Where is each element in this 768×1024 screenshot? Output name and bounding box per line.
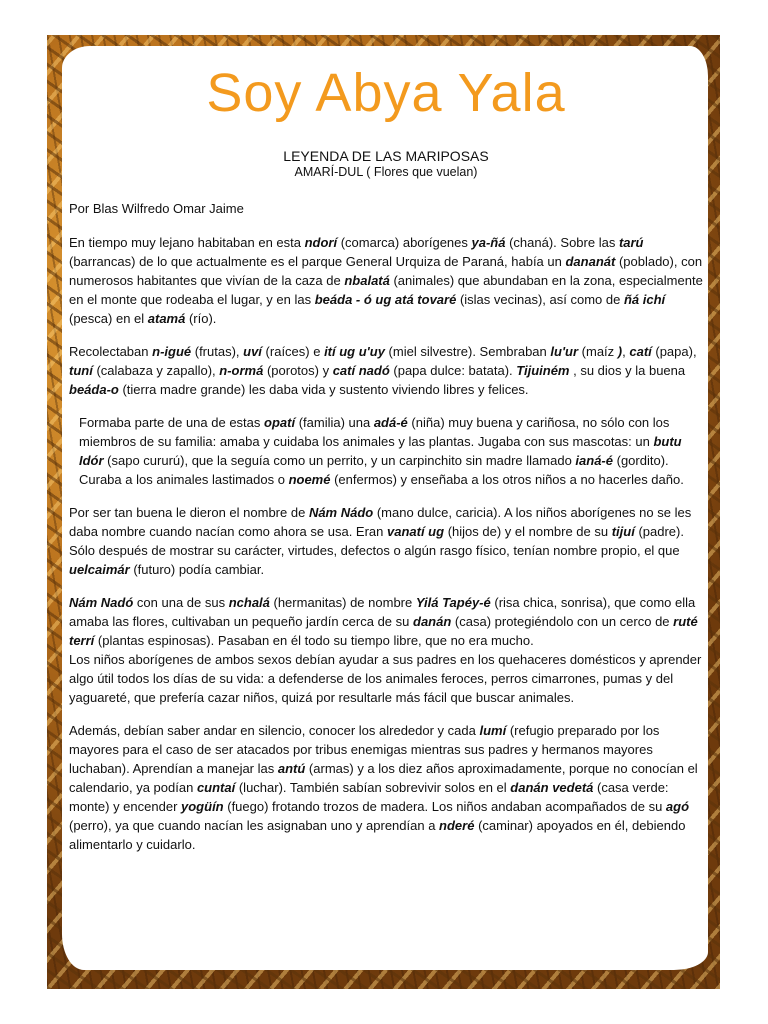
document-content — [69, 60, 703, 854]
text-run: (niña) muy buena y cariñosa, no sólo con los miembros de su familia: amaba y cuidaba los animales y las plantas. Jugaba con sus mascotas: un — [79, 415, 670, 449]
text-run: (familia) una — [295, 415, 374, 430]
body-paragraph — [69, 721, 703, 854]
native-term: antú — [277, 761, 306, 776]
native-term: nbalatá — [344, 273, 390, 288]
text-run: , — [622, 344, 630, 359]
native-term: catí nadó — [332, 363, 390, 378]
native-term: n-ormá — [219, 363, 264, 378]
native-term: noemé — [288, 472, 331, 487]
text-run: (armas) y a los diez años aproximadamente, porque no conocían el calendario, ya podían — [69, 761, 698, 795]
body-paragraph — [69, 413, 703, 489]
text-run: (sapo cururú), que la seguía como un perrito, y un carpinchito sin madre llamado — [103, 453, 576, 468]
paragraph-gap — [69, 399, 703, 413]
text-run: Además, debían saber andar en silencio, conocer los alrededor y cada — [69, 723, 480, 738]
paragraph-gap — [69, 707, 703, 721]
native-term: ianá-é — [575, 453, 613, 468]
native-term: beáda - ó ug atá tovaré — [314, 292, 457, 307]
text-run: (miel silvestre). Sembraban — [384, 344, 551, 359]
text-run: (frutas), — [191, 344, 244, 359]
paragraph-gap — [69, 579, 703, 593]
text-run: (enfermos) y enseñaba a los otros niños a no hacerles daño. — [330, 472, 684, 487]
native-term: beáda-o — [69, 382, 119, 397]
native-term: ñá ichí — [623, 292, 666, 307]
native-term: uelcaimár — [69, 562, 130, 577]
native-term: uví — [243, 344, 262, 359]
text-run: (hermanitas) de nombre — [269, 595, 416, 610]
text-run: (porotos) y — [263, 363, 333, 378]
native-term: vanatí ug — [387, 524, 445, 539]
text-run: (chaná). Sobre las — [505, 235, 619, 250]
text-run: (fuego) frotando trozos de madera. Los niños andaban acompañados de su — [223, 799, 666, 814]
legend-title: LEYENDA DE LAS MARIPOSAS — [283, 148, 489, 164]
author-byline: Por Blas Wilfredo Omar Jaime — [69, 201, 244, 216]
paragraph-gap — [69, 328, 703, 342]
text-run: Recolectaban — [69, 344, 153, 359]
text-run: (raíces) e — [261, 344, 325, 359]
text-run: (casa) protegiéndolo con un cerco de — [451, 614, 674, 629]
text-run: con una de sus — [133, 595, 229, 610]
native-term: Nám Nadó — [69, 595, 134, 610]
native-term: ya-ñá — [471, 235, 506, 250]
native-term: nderé — [439, 818, 475, 833]
native-term: ) — [617, 344, 623, 359]
text-run: (caminar) apoyados en él, debiendo alimentarlo y cuidarlo. — [69, 818, 686, 852]
text-run: (futuro) podía cambiar. — [129, 562, 265, 577]
native-term: tuní — [69, 363, 93, 378]
native-term: adá-é — [373, 415, 408, 430]
native-term: danán — [413, 614, 452, 629]
native-term: lu'ur — [550, 344, 579, 359]
text-run: (padre). Sólo después de mostrar su carácter, virtudes, defectos o algún rasgo físico, tenían nombre propio, el que — [69, 524, 684, 558]
text-run: (risa chica, sonrisa), que como ella amaba las flores, cultivaban un pequeño jardín cerca de su — [69, 595, 696, 629]
text-run: (comarca) aborígenes — [337, 235, 472, 250]
body-paragraph — [69, 593, 703, 707]
text-run: (tierra madre grande) les daba vida y sustento viviendo libres y felices. — [118, 382, 529, 397]
text-run: Por ser tan buena le dieron el nombre de — [69, 505, 309, 520]
native-term: atamá — [147, 311, 186, 326]
native-term: agó — [665, 799, 690, 814]
native-term: n-igué — [152, 344, 192, 359]
text-run: (papa dulce: batata). — [389, 363, 517, 378]
text-run: (barrancas) de lo que actualmente es el parque General Urquiza de Paraná, había un — [69, 254, 566, 269]
text-run: (casa verde: monte) y encender — [69, 780, 669, 814]
native-term: catí — [629, 344, 652, 359]
text-run: Formaba parte de una de estas — [79, 415, 265, 430]
text-run: (refugio preparado por los mayores para el caso de ser atacados por tribus enemigas mientras sus padres y hermanos mayores luchaban). Aprendían a manejar las — [69, 723, 660, 776]
text-run: (río). — [185, 311, 217, 326]
text-run: (mano dulce, caricia). A los niños aborígenes no se les daba nombre cuando nacían como ahora se usa. Eran — [69, 505, 692, 539]
native-term: ndorí — [304, 235, 338, 250]
body-paragraph — [69, 503, 703, 579]
native-term: danán vedetá — [510, 780, 594, 795]
body-paragraph — [69, 233, 703, 328]
text-run: (perro), ya que cuando nacían les asignaban uno y aprendían a — [69, 818, 440, 833]
native-term: butu Idór — [79, 434, 682, 468]
body-paragraph — [69, 342, 703, 399]
legend-subtitle: AMARÍ-DUL ( Flores que vuelan) — [294, 165, 478, 179]
native-term: lumí — [479, 723, 507, 738]
text-run: (poblado), con numerosos habitantes que vivían de la caza de — [69, 254, 703, 288]
text-run: Los niños aborígenes de ambos sexos debían ayudar a sus padres en los quehaceres domésticos y aprender algo útil todos los días de su vida: a defenderse de los animales feroces, perros cimarrones, pumas y del yaguareté, que prefería cazar niños, quizá por resultarle más fácil que buscar animales. — [69, 652, 702, 705]
paragraph-gap — [69, 489, 703, 503]
native-term: ití ug u'uy — [324, 344, 385, 359]
native-term: Yilá Tapéy-é — [415, 595, 491, 610]
native-term: opatí — [264, 415, 296, 430]
text-run: (luchar). También sabían sobrevivir solos en el — [235, 780, 511, 795]
text-run: (animales) que abundaban en la zona, especialmente en el monte que rodeaba el lugar, y en las — [69, 273, 703, 307]
text-run: (hijos de) y el nombre de su — [444, 524, 612, 539]
text-run: (islas vecinas), así como de — [456, 292, 624, 307]
native-term: nchalá — [228, 595, 270, 610]
text-run: , su dios y la buena — [569, 363, 686, 378]
native-term: tijuí — [611, 524, 635, 539]
brand-logo-title: Soy Abya Yala — [206, 63, 566, 123]
native-term: dananát — [565, 254, 616, 269]
text-run: (maíz — [578, 344, 618, 359]
text-run: (calabaza y zapallo), — [92, 363, 220, 378]
native-term: cuntaí — [196, 780, 236, 795]
text-run: (pesca) en el — [69, 311, 148, 326]
text-run: En tiempo muy lejano habitaban en esta — [69, 235, 305, 250]
native-term: Tijuiném — [516, 363, 570, 378]
native-term: tarú — [618, 235, 644, 250]
text-run: (papa), — [651, 344, 697, 359]
native-term: ruté terrí — [69, 614, 698, 648]
body-text — [69, 233, 703, 854]
native-term: Nám Nádo — [308, 505, 374, 520]
text-run: (gordito). Curaba a los animales lastimados o — [79, 453, 669, 487]
native-term: yogüín — [181, 799, 224, 814]
text-run: (plantas espinosas). Pasaban en él todo su tiempo libre, que no era mucho. — [94, 633, 534, 648]
